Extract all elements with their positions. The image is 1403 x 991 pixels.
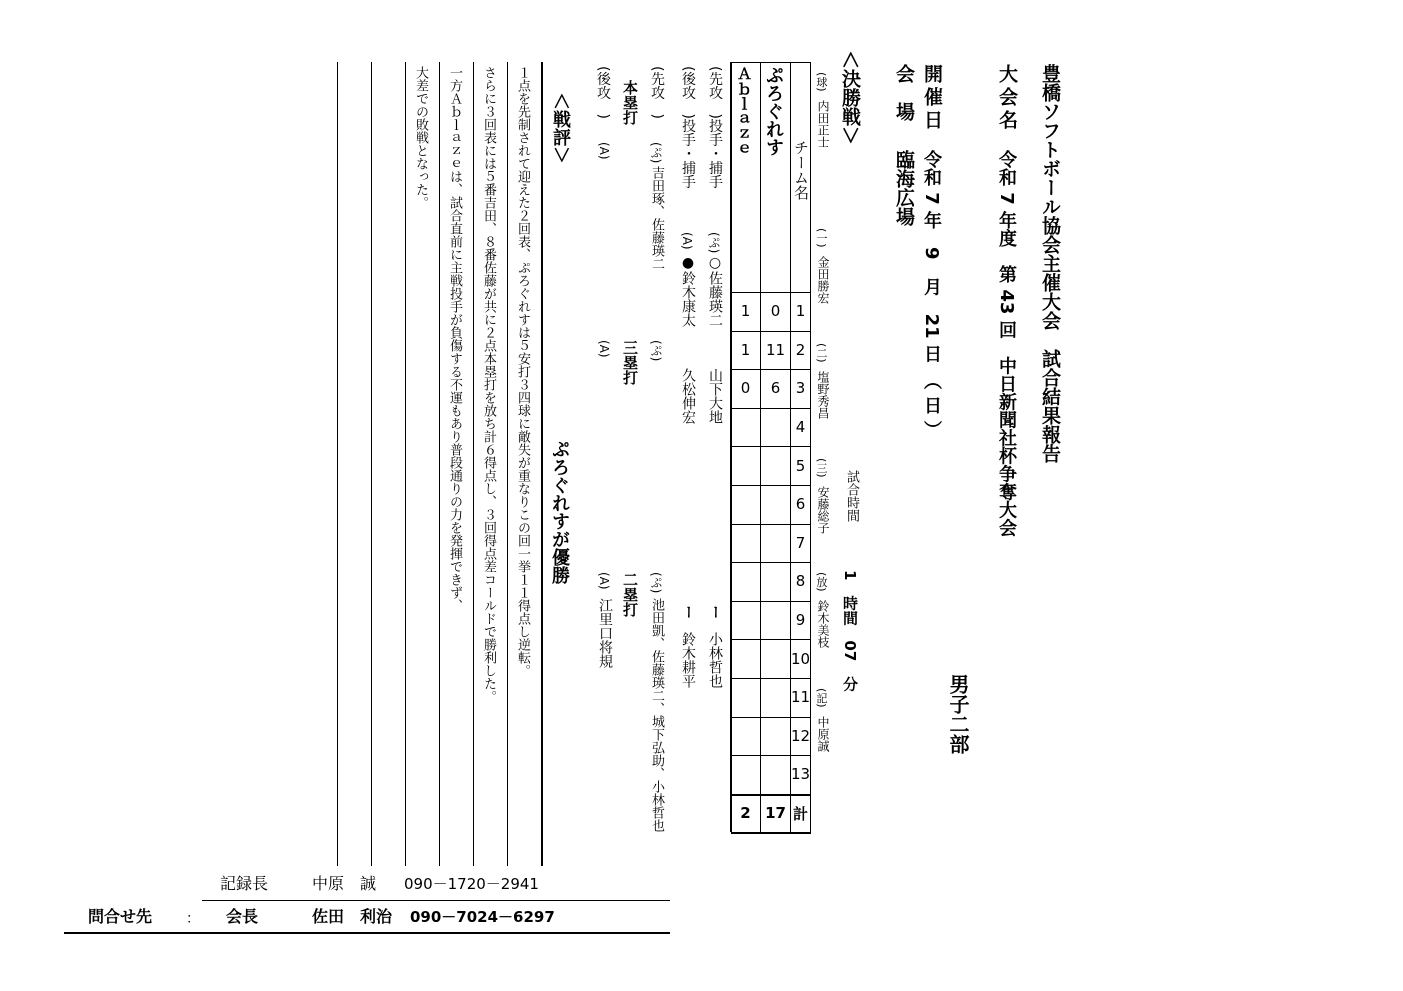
chair-label: 会長 — [226, 907, 259, 926]
inning-number: 12 — [790, 726, 811, 745]
inning-number: 5 — [795, 456, 806, 475]
recorder-name: 中原 誠 — [312, 874, 377, 893]
review-rule — [337, 62, 338, 866]
umpire-name: 内田正士 — [816, 100, 830, 148]
umpire-role: (記) — [815, 688, 828, 708]
score-cell — [731, 601, 760, 640]
score-cell — [761, 601, 790, 640]
inning-number: 13 — [790, 765, 811, 784]
total-cell: 17 — [765, 804, 786, 823]
venue-value: 臨海広場 — [893, 150, 915, 226]
date-value: 令和 7 年 9 月 21 日 （ 日 ） — [921, 150, 942, 439]
umpire-role: (三) — [815, 458, 828, 478]
battery-top-team: (ぷ) — [707, 232, 721, 254]
homerun-top-players: 吉田琢、佐藤瑛二 — [649, 166, 664, 270]
battery-top-catcher: 小林哲也 — [707, 632, 723, 688]
score-cell — [731, 562, 760, 601]
chair-phone: 090－7024－6297 — [410, 908, 555, 926]
score-cell — [761, 562, 790, 601]
umpire-name: 金田勝宏 — [816, 256, 830, 304]
division: 男子二部 — [946, 674, 970, 754]
score-cell — [761, 408, 790, 447]
review-line-4: 大差での敗戦となった。 — [413, 66, 428, 209]
review-line-3: 一方Ａｂｌａｚｅは、試合直前に主戦投手が負傷する不運もあり普段通りの力を発揮できず、 — [447, 66, 462, 612]
battery-top-dash: ー — [707, 605, 723, 619]
score-cell: 0 — [770, 302, 781, 321]
score-cell — [731, 524, 760, 563]
homerun-label: 本塁打 — [621, 80, 639, 125]
homerun-bottom-team: (A) — [597, 142, 611, 160]
venue-label: 会 場 — [893, 64, 915, 121]
battery-top-pitcher: ○佐藤瑛二 — [707, 255, 723, 327]
inning-number: 3 — [795, 379, 806, 398]
inning-number: 4 — [795, 418, 806, 437]
double-top-players: 池田凱、佐藤瑛二、城下弘助、小林哲也 — [649, 598, 664, 832]
score-cell — [731, 717, 760, 756]
score-cell — [731, 755, 760, 794]
recorder-label: 記録長 — [220, 874, 269, 893]
scoreboard-border — [731, 62, 811, 63]
tournament-name: 令和 7 年度 第 43 回 中日新聞社杯争奪大会 — [996, 150, 1017, 537]
battery-bottom-relief: 久松伸宏 — [680, 368, 696, 424]
score-cell: 1 — [740, 340, 751, 359]
contact-label: 問合せ先 — [88, 907, 153, 926]
review-rule — [541, 62, 543, 866]
chair-name: 佐田 利治 — [312, 907, 393, 926]
inning-number: 11 — [790, 688, 811, 707]
game-time-value: 1 時間 07 分 — [841, 570, 859, 692]
score-cell: 1 — [740, 302, 751, 321]
review-heading: ＜戦評＞ — [550, 92, 571, 164]
battery-bottom-label: (後攻 )投手・捕手 — [680, 66, 696, 189]
score-cell: 11 — [765, 340, 786, 359]
homerun-top-team: (ぷ) — [649, 142, 663, 164]
triple-label: 三塁打 — [621, 340, 639, 385]
review-line-2: さらに３回表には５番吉田、８番佐藤が共に２点本塁打を放ち計６得点し、３回得点差コールドで勝利した。 — [481, 66, 496, 703]
footer-rule-thick — [64, 932, 670, 934]
triple-top-team: (ぷ) — [649, 340, 663, 362]
team-name: Ａｂｌａｚｅ — [735, 66, 753, 156]
double-bottom-team: (A) — [597, 572, 611, 590]
score-cell: 0 — [740, 379, 751, 398]
triple-bottom-team: (A) — [597, 340, 611, 358]
score-cell — [761, 755, 790, 794]
footer-rule-thin — [202, 900, 670, 901]
review-line-1: １点を先制されて迎えた２回表、ぷろぐれすは５安打３四球に敵失が重なりこの回一挙１１得点し逆転。 — [515, 66, 530, 677]
score-cell — [761, 639, 790, 678]
association-title: 豊橋ソフトボール協会主催大会 試合結果報告 — [1039, 64, 1061, 463]
umpire-role: (放) — [815, 572, 828, 592]
final-heading: ＜決勝戦＞ — [839, 50, 861, 146]
inning-number: 1 — [795, 302, 806, 321]
date-label: 開催日 — [921, 64, 943, 133]
contact-colon: ： — [186, 911, 200, 927]
tournament-label: 大会名 — [996, 64, 1018, 133]
inning-number: 2 — [795, 340, 806, 359]
double-top-team: (ぷ) — [649, 572, 663, 594]
team-name: ぷろぐれす — [763, 66, 784, 156]
review-rule — [371, 62, 372, 866]
umpire-role: (二) — [815, 343, 828, 363]
battery-bottom-team: (A) — [680, 232, 694, 250]
double-bottom-players: 江里口将規 — [597, 598, 613, 668]
inning-number: 6 — [795, 495, 806, 514]
score-cell — [731, 485, 760, 524]
score-cell — [761, 717, 790, 756]
score-cell — [731, 408, 760, 447]
review-winner: ぷろぐれすが優勝 — [549, 440, 570, 584]
inning-number: 8 — [795, 572, 806, 591]
review-rule — [405, 62, 406, 866]
review-rule — [473, 62, 474, 866]
double-label: 二塁打 — [621, 572, 639, 617]
score-cell — [761, 485, 790, 524]
score-cell — [761, 678, 790, 717]
review-rule — [439, 62, 440, 866]
umpire-name: 中原誠 — [816, 716, 830, 752]
team-name-header: チーム名 — [792, 140, 810, 200]
score-cell — [761, 524, 790, 563]
score-cell — [731, 446, 760, 485]
score-cell — [731, 678, 760, 717]
score-cell: 6 — [770, 379, 781, 398]
inning-number: 9 — [795, 611, 806, 630]
total-label: 計 — [792, 804, 808, 823]
battery-bottom-catcher: 鈴木耕平 — [680, 632, 696, 688]
battery-top-label: (先攻 )投手・捕手 — [707, 66, 723, 189]
recorder-phone: 090－1720－2941 — [404, 875, 539, 893]
battery-bottom-pitcher: ●鈴木康太 — [680, 255, 696, 327]
score-cell — [731, 639, 760, 678]
umpire-role: (一) — [815, 228, 828, 248]
umpire-name: 塩野秀昌 — [816, 371, 830, 419]
hits-bottom-label: (後攻 ) — [595, 66, 611, 119]
total-cell: 2 — [740, 804, 751, 823]
umpire-name: 安藤総子 — [816, 486, 830, 534]
hits-top-label: (先攻 ) — [649, 66, 665, 119]
score-cell — [761, 446, 790, 485]
umpire-name: 鈴木美枝 — [816, 600, 830, 648]
inning-number: 7 — [795, 533, 806, 552]
battery-top-relief: 山下大地 — [707, 368, 723, 424]
umpire-role: (球) — [815, 72, 828, 92]
battery-bottom-dash: ー — [680, 605, 696, 619]
review-rule — [507, 62, 508, 866]
inning-number: 10 — [790, 649, 811, 668]
game-time-label: 試合時間 — [844, 470, 859, 522]
